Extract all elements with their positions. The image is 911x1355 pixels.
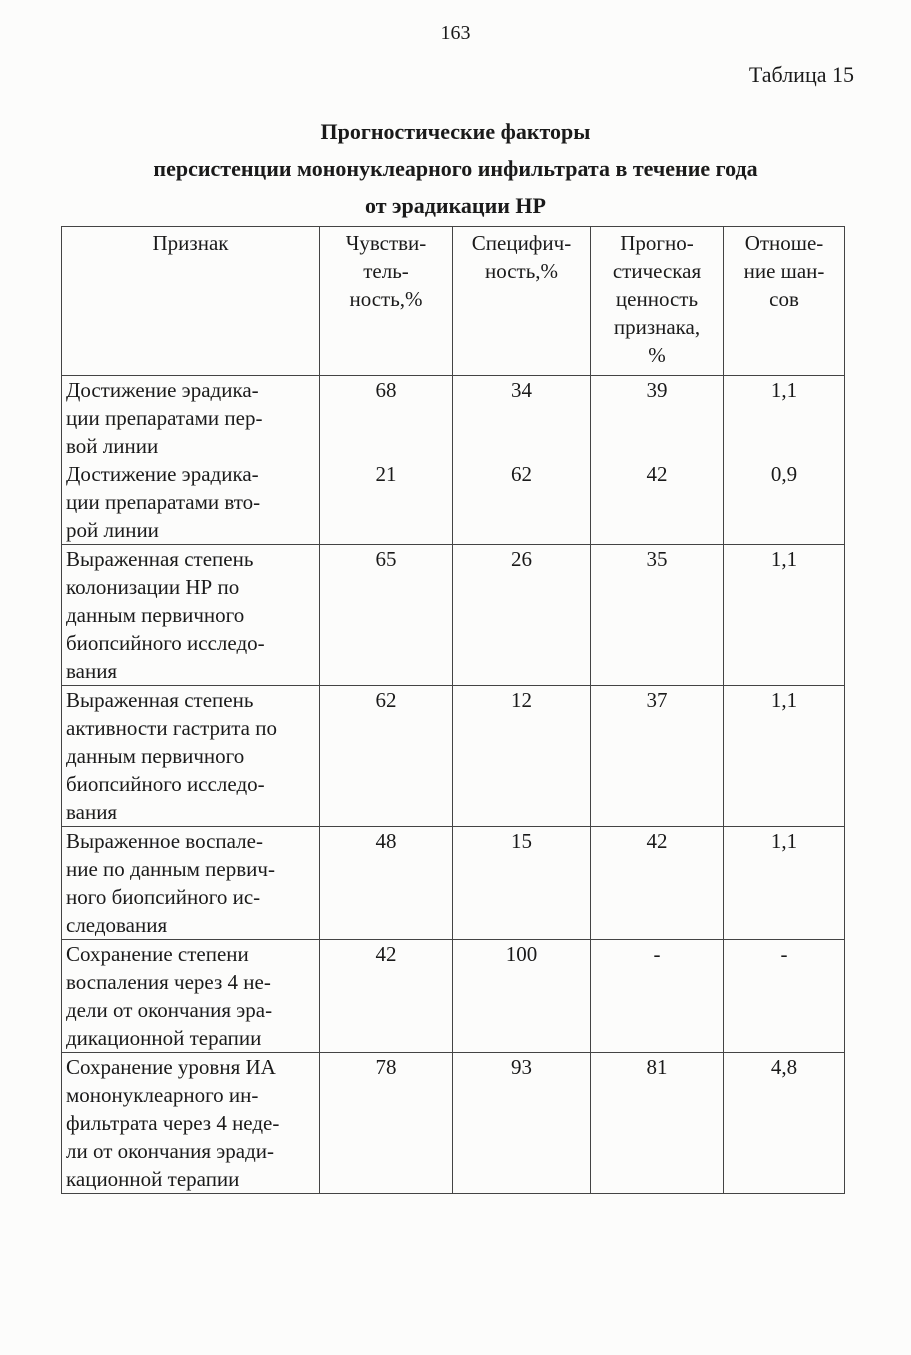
sign-line: следования <box>66 913 168 937</box>
sign-line: активности гастрита по <box>66 716 277 740</box>
page-number: 163 <box>440 22 471 44</box>
odds-ratio-cell <box>724 686 845 827</box>
value: 1,1 <box>770 829 798 853</box>
sign-text <box>66 376 316 460</box>
sensitivity-cell <box>320 686 453 827</box>
title-line: Прогностические факторы <box>320 119 591 144</box>
odds-ratio-cell <box>724 545 845 686</box>
sign-line: Выраженная степень <box>66 688 254 712</box>
sign-line: дели от окончания эра- <box>66 998 273 1022</box>
sensitivity-cell <box>320 827 453 940</box>
value: 1,1 <box>770 688 798 712</box>
header-line: ность,% <box>349 287 423 311</box>
header-line: Признак <box>152 231 229 255</box>
sensitivity-cell <box>320 376 453 545</box>
odds-ratio-cell <box>724 827 845 940</box>
header-odds-ratio <box>724 227 845 376</box>
value: 62 <box>375 688 397 712</box>
odds-ratio-cell <box>724 376 845 545</box>
sign-line: биопсийного исследо- <box>66 631 265 655</box>
sensitivity-cell <box>320 545 453 686</box>
sign-line: Выраженная степень <box>66 547 254 571</box>
sign-line: фильтрата через 4 неде- <box>66 1111 280 1135</box>
title-line: персистенции мононуклеарного инфильтрата в течение года <box>153 156 758 181</box>
prognostic-value-cell <box>591 686 724 827</box>
header-line: сов <box>769 287 799 311</box>
sign-cell <box>62 686 320 827</box>
specificity-cell <box>453 940 591 1053</box>
table-label: Таблица 15 <box>748 62 854 87</box>
sign-cell <box>62 827 320 940</box>
value: 42 <box>646 462 668 486</box>
sign-line: ного биопсийного ис- <box>66 885 261 909</box>
value: 21 <box>375 462 397 486</box>
sign-line: рой линии <box>66 518 159 542</box>
table-row <box>62 827 845 940</box>
sign-line: ции препаратами пер- <box>66 406 263 430</box>
sign-text <box>66 460 316 544</box>
specificity-cell <box>453 1053 591 1194</box>
sign-line: данным первичного <box>66 603 245 627</box>
prognostic-value-cell <box>591 376 724 545</box>
sign-line: воспаления через 4 не- <box>66 970 271 994</box>
sign-line: колонизации НР по <box>66 575 240 599</box>
sign-cell <box>62 1053 320 1194</box>
value: 34 <box>511 378 532 402</box>
sign-line: вой линии <box>66 434 159 458</box>
table-row <box>62 545 845 686</box>
sign-line: кационной терапии <box>66 1167 240 1191</box>
header-sign <box>62 227 320 376</box>
sensitivity-cell <box>320 940 453 1053</box>
sign-line: Достижение эрадика- <box>66 378 259 402</box>
sign-line: вания <box>66 800 118 824</box>
sign-line: ции препаратами вто- <box>66 490 261 514</box>
value: 0,9 <box>770 462 798 486</box>
value: 4,8 <box>770 1055 798 1079</box>
sign-line: Сохранение степени <box>66 942 249 966</box>
value: - <box>653 942 661 966</box>
prognostic-value-cell <box>591 827 724 940</box>
sign-cell <box>62 545 320 686</box>
header-line: признака, <box>613 315 701 339</box>
header-line: ценность <box>615 287 699 311</box>
specificity-cell <box>453 827 591 940</box>
header-line: Специфич- <box>471 231 572 255</box>
specificity-cell <box>453 545 591 686</box>
prognostic-value-cell <box>591 545 724 686</box>
header-line: Чувстви- <box>345 231 427 255</box>
header-specificity <box>453 227 591 376</box>
table-title <box>0 113 911 224</box>
sensitivity-cell <box>320 1053 453 1194</box>
header-line: ность,% <box>484 259 559 283</box>
value: 1,1 <box>770 378 798 402</box>
header-row <box>62 227 845 376</box>
header-sensitivity <box>320 227 453 376</box>
sign-line: данным первичного <box>66 744 245 768</box>
sign-line: биопсийного исследо- <box>66 772 265 796</box>
value: 81 <box>646 1055 668 1079</box>
sign-line: дикационной терапии <box>66 1026 262 1050</box>
sign-line: вания <box>66 659 118 683</box>
table-row <box>62 1053 845 1194</box>
value: 42 <box>375 942 397 966</box>
value: 35 <box>646 547 668 571</box>
value: 48 <box>375 829 397 853</box>
value: 12 <box>511 688 532 712</box>
sign-line: ли от окончания эради- <box>66 1139 275 1163</box>
title-line: от эрадикации НР <box>365 193 546 218</box>
value: 62 <box>511 462 532 486</box>
sign-cell <box>62 940 320 1053</box>
table-row <box>62 376 845 545</box>
header-line: тель- <box>363 259 409 283</box>
value: - <box>780 942 788 966</box>
sign-text <box>66 686 316 826</box>
sign-text <box>66 1053 316 1193</box>
header-line: % <box>648 343 666 367</box>
odds-ratio-cell <box>724 1053 845 1194</box>
header-line: Отноше- <box>744 231 824 255</box>
value: 93 <box>511 1055 532 1079</box>
sign-line: мононуклеарного ин- <box>66 1083 259 1107</box>
header-line: Прогно- <box>620 231 694 255</box>
table-body <box>62 376 845 1194</box>
sign-text <box>66 545 316 685</box>
value: 100 <box>505 942 538 966</box>
value: 39 <box>646 378 668 402</box>
prognostic-factors-table <box>61 226 845 1194</box>
table-row <box>62 940 845 1053</box>
value: 15 <box>511 829 532 853</box>
sign-text <box>66 940 316 1052</box>
specificity-cell <box>453 686 591 827</box>
prognostic-value-cell <box>591 940 724 1053</box>
value: 68 <box>375 378 397 402</box>
header-line: стическая <box>612 259 702 283</box>
value: 26 <box>511 547 532 571</box>
specificity-cell <box>453 376 591 545</box>
prognostic-value-cell <box>591 1053 724 1194</box>
value: 65 <box>375 547 397 571</box>
sign-cell <box>62 376 320 545</box>
odds-ratio-cell <box>724 940 845 1053</box>
sign-line: Сохранение уровня ИА <box>66 1055 276 1079</box>
sign-line: Выраженное воспале- <box>66 829 263 853</box>
value: 1,1 <box>770 547 798 571</box>
sign-line: Достижение эрадика- <box>66 462 259 486</box>
sign-text <box>66 827 316 939</box>
value: 78 <box>375 1055 397 1079</box>
value: 42 <box>646 829 668 853</box>
value: 37 <box>646 688 668 712</box>
header-line: ние шан- <box>743 259 825 283</box>
header-prognostic-value <box>591 227 724 376</box>
table-row <box>62 686 845 827</box>
sign-line: ние по данным первич- <box>66 857 275 881</box>
